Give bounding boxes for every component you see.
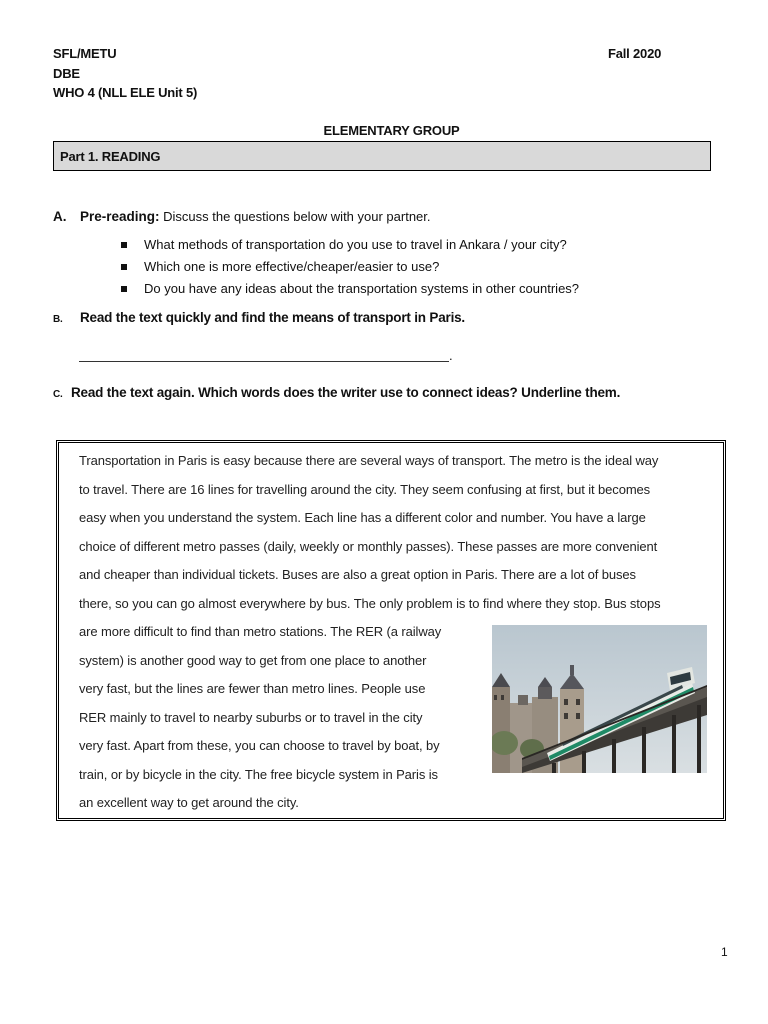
reading-line: there, so you can go almost everywhere by bus. The only problem is to find where they stop. Bus stops: [79, 595, 661, 611]
paris-metro-photo: [492, 625, 707, 773]
reading-line: train, or by bicycle in the city. The free bicycle system in Paris is: [79, 766, 438, 782]
answer-blank-line[interactable]: [79, 361, 449, 362]
header-department: DBE: [53, 66, 80, 81]
section-a-label: Pre-reading:: [80, 209, 160, 224]
part1-title: Part 1. READING: [60, 149, 161, 164]
section-a-instruction: Discuss the questions below with your partner.: [163, 209, 431, 224]
list-item: Which one is more effective/cheaper/easier to use?: [119, 258, 579, 280]
answer-period: .: [449, 348, 453, 363]
section-b: [53, 310, 465, 325]
prereading-question-list: [119, 236, 579, 302]
reading-line: are more difficult to find than metro stations. The RER (a railway: [79, 624, 442, 639]
reading-line: easy when you understand the system. Each line has a different color and number. You have a large: [79, 510, 646, 525]
reading-line: choice of different metro passes (daily, weekly or monthly passes). These passes are more convenient: [79, 538, 658, 554]
section-b-number: B.: [53, 314, 63, 325]
reading-line: and cheaper than individual tickets. Buses are also a great option in Paris. There are a lot of buses: [79, 567, 636, 582]
reading-line: an excellent way to get around the city.: [79, 795, 299, 810]
reading-line: Transportation in Paris is easy because there are several ways of transport. The metro is the ideal way: [79, 453, 659, 468]
section-c-number: C.: [53, 389, 63, 400]
header-unit: WHO 4 (NLL ELE Unit 5): [53, 85, 198, 100]
reading-line: very fast, but the lines are fewer than metro lines. People use: [79, 681, 426, 696]
reading-line: to travel. There are 16 lines for travelling around the city. They seem confusing at first, but it becomes: [79, 481, 651, 497]
list-item: What methods of transportation do you use to travel in Ankara / your city?: [119, 236, 579, 258]
reading-line: very fast. Apart from these, you can choose to travel by boat, by: [79, 738, 440, 753]
page-number: 1: [721, 945, 728, 959]
list-item: Do you have any ideas about the transportation systems in other countries?: [119, 280, 579, 302]
section-a-number: A.: [53, 209, 67, 224]
part1-heading-box: [53, 141, 711, 171]
reading-line: system) is another good way to get from one place to another: [79, 652, 427, 668]
group-title: ELEMENTARY GROUP: [323, 123, 460, 138]
header-term: Fall 2020: [608, 46, 662, 61]
section-c-instruction: Read the text again. Which words does the writer use to connect ideas? Underline them.: [71, 385, 621, 400]
reading-line: RER mainly to travel to nearby suburbs or to travel in the city: [79, 709, 423, 725]
section-b-instruction: Read the text quickly and find the means of transport in Paris.: [80, 310, 465, 325]
section-a: [53, 209, 431, 224]
header-institution: SFL/METU: [53, 46, 117, 61]
section-c: [53, 385, 620, 400]
